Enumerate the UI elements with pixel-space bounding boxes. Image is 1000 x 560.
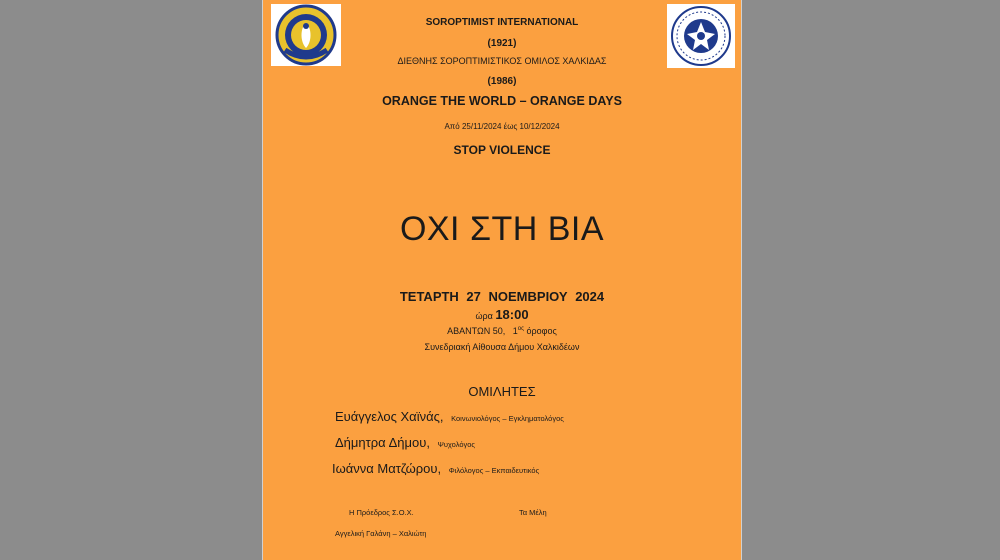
speaker-role: Φιλόλογος – Εκπαιδευτικός bbox=[448, 466, 540, 475]
floor-suffix: ος bbox=[517, 326, 525, 332]
speaker-item bbox=[332, 461, 539, 476]
venue: Συνεδριακή Αίθουσα Δήμου Χαλκιδέων bbox=[424, 342, 580, 352]
event-date: ΤΕΤΑΡΤΗ 27 ΝΟΕΜΒΡΙΟΥ 2024 bbox=[399, 289, 605, 304]
event-address bbox=[263, 326, 741, 336]
speaker-name: Ευάγγελος Χαϊνάς, bbox=[335, 409, 444, 424]
footer-members: Τα Μέλη bbox=[519, 508, 547, 517]
speaker-role: Ψυχολόγος bbox=[437, 440, 476, 449]
footer-president-name: Αγγελική Γαλάνη – Χαλιώτη bbox=[335, 529, 427, 538]
footer-president-title: Η Πρόεδρος Σ.Ο.Χ. bbox=[349, 508, 414, 517]
speaker-item bbox=[335, 435, 475, 450]
speaker-name: Ιωάννα Ματζώρου, bbox=[332, 461, 442, 476]
poster bbox=[262, 0, 742, 560]
address: ΑΒΑΝΤΩΝ 50, bbox=[447, 326, 506, 336]
org-name: SOROPTIMIST INTERNATIONAL bbox=[425, 17, 579, 28]
speaker-item bbox=[335, 409, 564, 424]
floor-word: όροφος bbox=[526, 326, 557, 336]
campaign-dates: Από 25/11/2024 έως 10/12/2024 bbox=[444, 122, 560, 131]
headline: ΟΧΙ ΣΤΗ ΒΙΑ bbox=[399, 210, 605, 248]
event-time bbox=[263, 307, 741, 322]
speaker-role: Κοινωνιολόγος – Εγκληματολόγος bbox=[451, 414, 564, 423]
speaker-name: Δήμητρα Δήμου, bbox=[335, 435, 430, 450]
time-value: 18:00 bbox=[495, 307, 529, 322]
campaign-title: ORANGE THE WORLD – ORANGE DAYS bbox=[382, 94, 622, 108]
club-year: (1986) bbox=[487, 76, 517, 87]
time-label: ώρα bbox=[475, 311, 493, 321]
floor-number: 1 bbox=[512, 326, 518, 336]
slogan: STOP VIOLENCE bbox=[453, 143, 551, 157]
year-founded: (1921) bbox=[487, 38, 517, 49]
speakers-title: ΟΜΙΛΗΤΕΣ bbox=[468, 384, 536, 399]
club-name: ΔΙΕΘΝΗΣ ΣΟΡΟΠΤΙΜΙΣΤΙΚΟΣ ΟΜΙΛΟΣ ΧΑΛΚΙΔΑΣ bbox=[397, 56, 607, 66]
